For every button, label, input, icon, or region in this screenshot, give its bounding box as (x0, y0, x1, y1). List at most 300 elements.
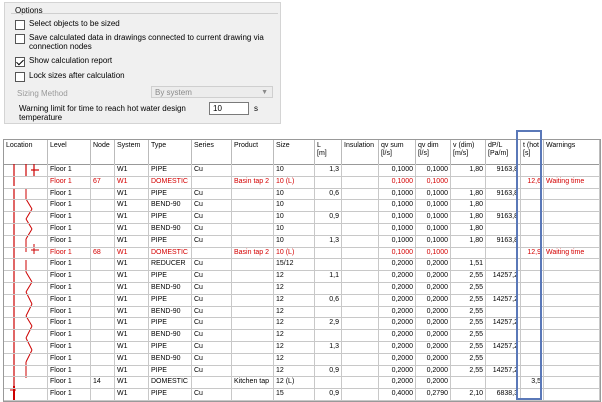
cell-node (91, 306, 115, 318)
cell-t-hot: 12,6 (521, 176, 544, 188)
cell-dp-per-l: 9163,8 (486, 164, 521, 176)
cell-qv-dim: 0,2000 (416, 365, 451, 377)
cell-size: 10 (274, 164, 315, 176)
cell-length: 2,9 (315, 317, 342, 329)
cell-velocity: 1,51 (451, 258, 486, 270)
cell-dp-per-l: 14257,2 (486, 270, 521, 282)
cell-series: Cu (192, 365, 232, 377)
cell-warnings (544, 317, 600, 329)
cell-type: PIPE (149, 365, 192, 377)
cell-level: Floor 1 (48, 199, 91, 211)
cell-product (232, 365, 274, 377)
cell-level: Floor 1 (48, 376, 91, 388)
cell-level: Floor 1 (48, 223, 91, 235)
cell-series: Cu (192, 199, 232, 211)
cell-level: Floor 1 (48, 294, 91, 306)
cell-qv-sum: 0,1000 (379, 223, 416, 235)
cell-length (315, 176, 342, 188)
select-objects-label: Select objects to be sized (29, 19, 120, 28)
column-header-location[interactable]: Location (4, 140, 48, 164)
cell-velocity: 1,80 (451, 188, 486, 200)
cell-level: Floor 1 (48, 353, 91, 365)
cell-qv-sum: 0,1000 (379, 164, 416, 176)
cell-dp-per-l: 14257,2 (486, 365, 521, 377)
option-show-report[interactable] (15, 56, 112, 67)
cell-dp-per-l (486, 306, 521, 318)
cell-series (192, 176, 232, 188)
cell-qv-sum: 0,2000 (379, 341, 416, 353)
warning-limit-unit: s (254, 104, 258, 113)
column-header-warnings[interactable]: Warnings (544, 140, 600, 164)
cell-t-hot (521, 164, 544, 176)
cell-length: 1,1 (315, 270, 342, 282)
cell-node (91, 270, 115, 282)
select-objects-checkbox[interactable] (15, 20, 25, 30)
cell-node (91, 188, 115, 200)
cell-series: Cu (192, 258, 232, 270)
column-header-series[interactable]: Series (192, 140, 232, 164)
cell-length (315, 223, 342, 235)
cell-velocity: 2,55 (451, 365, 486, 377)
cell-velocity: 2,55 (451, 306, 486, 318)
cell-qv-sum: 0,2000 (379, 282, 416, 294)
column-header-qv-dim[interactable]: qv dim [l/s] (416, 140, 451, 164)
cell-warnings (544, 188, 600, 200)
cell-type: PIPE (149, 235, 192, 247)
cell-level: Floor 1 (48, 365, 91, 377)
cell-system: W1 (115, 341, 149, 353)
cell-insulation (342, 270, 379, 282)
cell-insulation (342, 294, 379, 306)
cell-insulation (342, 247, 379, 259)
cell-node (91, 353, 115, 365)
cell-type: BEND-90 (149, 329, 192, 341)
column-header-type[interactable]: Type (149, 140, 192, 164)
cell-product (232, 306, 274, 318)
column-header-t-hot[interactable]: t (hot [s] (521, 140, 544, 164)
cell-type: REDUCER (149, 258, 192, 270)
column-header-qv-sum[interactable]: qv sum [l/s] (379, 140, 416, 164)
cell-velocity: 1,80 (451, 223, 486, 235)
cell-dp-per-l (486, 258, 521, 270)
cell-qv-sum: 0,2000 (379, 294, 416, 306)
save-calculated-label: Save calculated data in drawings connected to current drawing via connection nodes (29, 33, 264, 51)
cell-level: Floor 1 (48, 282, 91, 294)
cell-t-hot (521, 306, 544, 318)
cell-t-hot (521, 235, 544, 247)
cell-location (4, 341, 48, 353)
cell-size: 12 (274, 317, 315, 329)
cell-system: W1 (115, 223, 149, 235)
option-save-calculated[interactable] (15, 33, 270, 51)
cell-size: 15/12 (274, 258, 315, 270)
cell-node (91, 258, 115, 270)
show-report-checkbox[interactable] (15, 57, 25, 67)
cell-system: W1 (115, 294, 149, 306)
cell-series: Cu (192, 329, 232, 341)
cell-node (91, 341, 115, 353)
cell-product (232, 294, 274, 306)
cell-location (4, 164, 48, 176)
cell-size: 12 (274, 329, 315, 341)
column-header-length[interactable]: L [m] (315, 140, 342, 164)
cell-qv-dim: 0,1000 (416, 247, 451, 259)
cell-t-hot (521, 294, 544, 306)
cell-qv-dim: 0,1000 (416, 164, 451, 176)
table-header (4, 140, 600, 165)
cell-size: 12 (274, 270, 315, 282)
cell-product (232, 164, 274, 176)
cell-node (91, 211, 115, 223)
cell-node (91, 235, 115, 247)
cell-product (232, 188, 274, 200)
cell-warnings (544, 199, 600, 211)
cell-length: 1,3 (315, 341, 342, 353)
cell-insulation (342, 341, 379, 353)
cell-qv-dim: 0,1000 (416, 223, 451, 235)
column-header-node[interactable]: Node (91, 140, 115, 164)
cell-node: 14 (91, 376, 115, 388)
cell-type: PIPE (149, 164, 192, 176)
cell-t-hot (521, 270, 544, 282)
cell-insulation (342, 235, 379, 247)
cell-type: PIPE (149, 188, 192, 200)
column-header-size[interactable]: Size (274, 140, 315, 164)
cell-series: Cu (192, 282, 232, 294)
cell-warnings (544, 164, 600, 176)
cell-location (4, 258, 48, 270)
cell-velocity: 1,80 (451, 211, 486, 223)
cell-dp-per-l (486, 376, 521, 388)
cell-qv-dim: 0,1000 (416, 188, 451, 200)
cell-qv-sum: 0,1000 (379, 235, 416, 247)
cell-velocity: 1,80 (451, 199, 486, 211)
cell-system: W1 (115, 164, 149, 176)
cell-warnings (544, 294, 600, 306)
cell-insulation (342, 365, 379, 377)
cell-warnings (544, 235, 600, 247)
cell-velocity (451, 247, 486, 259)
cell-product: Basin tap 2 (232, 247, 274, 259)
cell-length (315, 282, 342, 294)
cell-size: 12 (L) (274, 376, 315, 388)
cell-length (315, 329, 342, 341)
cell-length: 1,3 (315, 164, 342, 176)
cell-qv-sum: 0,1000 (379, 247, 416, 259)
cell-level: Floor 1 (48, 176, 91, 188)
cell-level: Floor 1 (48, 211, 91, 223)
cell-warnings: Waiting time (544, 176, 600, 188)
cell-size: 12 (274, 341, 315, 353)
column-header-velocity[interactable]: v (dim) [m/s] (451, 140, 486, 164)
cell-dp-per-l: 9163,8 (486, 211, 521, 223)
cell-warnings (544, 258, 600, 270)
lock-sizes-checkbox[interactable] (15, 72, 25, 82)
column-header-dp-per-l[interactable]: dP/L [Pa/m] (486, 140, 521, 164)
cell-node (91, 365, 115, 377)
cell-qv-dim: 0,2000 (416, 353, 451, 365)
cell-velocity: 2,55 (451, 329, 486, 341)
options-title: Options (15, 6, 43, 15)
cell-qv-dim: 0,2000 (416, 294, 451, 306)
cell-size: 10 (L) (274, 247, 315, 259)
cell-level: Floor 1 (48, 388, 91, 400)
cell-size: 10 (274, 223, 315, 235)
cell-length: 1,3 (315, 235, 342, 247)
cell-qv-sum: 0,2000 (379, 365, 416, 377)
cell-warnings (544, 282, 600, 294)
cell-product (232, 223, 274, 235)
cell-warnings (544, 341, 600, 353)
cell-qv-dim: 0,2790 (416, 388, 451, 400)
cell-t-hot: 3,5 (521, 376, 544, 388)
cell-series: Cu (192, 317, 232, 329)
cell-location (4, 176, 48, 188)
cell-qv-sum: 0,4000 (379, 388, 416, 400)
cell-t-hot (521, 223, 544, 235)
cell-location (4, 188, 48, 200)
sizing-method-select[interactable] (151, 86, 273, 98)
cell-system: W1 (115, 306, 149, 318)
cell-product (232, 235, 274, 247)
cell-system: W1 (115, 317, 149, 329)
options-panel (4, 2, 281, 124)
cell-velocity: 1,80 (451, 164, 486, 176)
cell-product: Basin tap 2 (232, 176, 274, 188)
cell-warnings (544, 211, 600, 223)
cell-location (4, 270, 48, 282)
options-group-border (11, 13, 278, 14)
cell-length: 0,9 (315, 365, 342, 377)
cell-node (91, 164, 115, 176)
cell-t-hot (521, 341, 544, 353)
cell-product (232, 341, 274, 353)
cell-length: 0,6 (315, 188, 342, 200)
cell-type: PIPE (149, 341, 192, 353)
cell-dp-per-l (486, 247, 521, 259)
cell-velocity: 2,55 (451, 341, 486, 353)
cell-insulation (342, 176, 379, 188)
cell-dp-per-l (486, 282, 521, 294)
option-lock-sizes[interactable] (15, 71, 125, 82)
cell-warnings (544, 270, 600, 282)
cell-size: 12 (274, 282, 315, 294)
cell-series (192, 247, 232, 259)
cell-system: W1 (115, 247, 149, 259)
cell-qv-dim: 0,2000 (416, 270, 451, 282)
cell-insulation (342, 223, 379, 235)
cell-system: W1 (115, 353, 149, 365)
column-header-level[interactable]: Level (48, 140, 91, 164)
cell-system: W1 (115, 199, 149, 211)
cell-location (4, 223, 48, 235)
option-select-objects[interactable] (15, 19, 120, 30)
cell-dp-per-l: 14257,2 (486, 341, 521, 353)
save-calculated-checkbox[interactable] (15, 34, 25, 44)
cell-size: 10 (274, 235, 315, 247)
cell-insulation (342, 282, 379, 294)
cell-size: 10 (274, 199, 315, 211)
cell-series: Cu (192, 353, 232, 365)
cell-qv-sum: 0,2000 (379, 329, 416, 341)
cell-dp-per-l (486, 329, 521, 341)
cell-t-hot (521, 329, 544, 341)
cell-system: W1 (115, 270, 149, 282)
cell-type: BEND-90 (149, 306, 192, 318)
cell-qv-sum: 0,1000 (379, 176, 416, 188)
cell-dp-per-l: 14257,2 (486, 317, 521, 329)
cell-insulation (342, 376, 379, 388)
column-header-product[interactable]: Product (232, 140, 274, 164)
cell-qv-dim: 0,2000 (416, 376, 451, 388)
cell-qv-dim: 0,1000 (416, 199, 451, 211)
cell-level: Floor 1 (48, 235, 91, 247)
cell-size: 12 (274, 353, 315, 365)
cell-velocity: 2,55 (451, 282, 486, 294)
cell-location (4, 353, 48, 365)
cell-insulation (342, 211, 379, 223)
cell-qv-sum: 0,1000 (379, 188, 416, 200)
cell-qv-dim: 0,2000 (416, 329, 451, 341)
cell-insulation (342, 164, 379, 176)
cell-location (4, 306, 48, 318)
cell-location (4, 388, 48, 400)
cell-system: W1 (115, 211, 149, 223)
cell-system: W1 (115, 388, 149, 400)
cell-insulation (342, 388, 379, 400)
cell-t-hot (521, 388, 544, 400)
cell-velocity: 2,55 (451, 317, 486, 329)
cell-system: W1 (115, 282, 149, 294)
cell-velocity: 2,55 (451, 353, 486, 365)
cell-product (232, 329, 274, 341)
cell-type: DOMESTIC (149, 247, 192, 259)
cell-system: W1 (115, 329, 149, 341)
lock-sizes-label: Lock sizes after calculation (29, 71, 125, 80)
cell-location (4, 365, 48, 377)
cell-qv-dim: 0,2000 (416, 282, 451, 294)
cell-length (315, 199, 342, 211)
cell-dp-per-l (486, 199, 521, 211)
cell-system: W1 (115, 258, 149, 270)
column-header-insulation[interactable]: Insulation (342, 140, 379, 164)
cell-qv-sum: 0,2000 (379, 258, 416, 270)
cell-system: W1 (115, 376, 149, 388)
sizing-method-value: By system (155, 88, 192, 97)
cell-qv-dim: 0,1000 (416, 176, 451, 188)
cell-qv-sum: 0,2000 (379, 270, 416, 282)
cell-qv-sum: 0,2000 (379, 306, 416, 318)
cell-series: Cu (192, 235, 232, 247)
cell-warnings (544, 388, 600, 400)
cell-product (232, 353, 274, 365)
cell-node (91, 294, 115, 306)
cell-level: Floor 1 (48, 341, 91, 353)
cell-product (232, 282, 274, 294)
cell-level: Floor 1 (48, 188, 91, 200)
cell-length: 0,6 (315, 294, 342, 306)
cell-level: Floor 1 (48, 164, 91, 176)
cell-dp-per-l (486, 223, 521, 235)
cell-dp-per-l: 9163,8 (486, 235, 521, 247)
cell-t-hot (521, 188, 544, 200)
table-row[interactable] (4, 388, 600, 401)
cell-qv-dim: 0,2000 (416, 258, 451, 270)
cell-qv-dim: 0,2000 (416, 317, 451, 329)
cell-level: Floor 1 (48, 317, 91, 329)
cell-size: 15 (274, 388, 315, 400)
cell-level: Floor 1 (48, 306, 91, 318)
cell-qv-sum: 0,2000 (379, 317, 416, 329)
cell-type: BEND-90 (149, 223, 192, 235)
column-header-system[interactable]: System (115, 140, 149, 164)
sizing-method-label: Sizing Method (17, 89, 68, 98)
cell-warnings (544, 329, 600, 341)
cell-warnings (544, 376, 600, 388)
cell-size: 12 (274, 306, 315, 318)
cell-node (91, 388, 115, 400)
cell-t-hot: 12,9 (521, 247, 544, 259)
cell-qv-sum: 0,1000 (379, 199, 416, 211)
cell-qv-dim: 0,2000 (416, 306, 451, 318)
warning-limit-label: Warning limit for time to reach hot water design temperature (19, 104, 186, 122)
cell-node (91, 223, 115, 235)
calculation-report-table (3, 139, 601, 402)
cell-length (315, 258, 342, 270)
cell-series: Cu (192, 211, 232, 223)
cell-series: Cu (192, 164, 232, 176)
cell-velocity (451, 176, 486, 188)
cell-length: 0,9 (315, 388, 342, 400)
cell-type: DOMESTIC (149, 376, 192, 388)
cell-size: 10 (274, 211, 315, 223)
cell-node: 67 (91, 176, 115, 188)
cell-type: PIPE (149, 294, 192, 306)
cell-location (4, 282, 48, 294)
cell-node (91, 199, 115, 211)
show-report-label: Show calculation report (29, 56, 113, 65)
cell-type: PIPE (149, 270, 192, 282)
cell-system: W1 (115, 188, 149, 200)
cell-length (315, 376, 342, 388)
cell-level: Floor 1 (48, 258, 91, 270)
cell-velocity: 2,55 (451, 294, 486, 306)
warning-limit-input[interactable]: 10 (209, 102, 249, 115)
cell-dp-per-l: 9163,8 (486, 188, 521, 200)
cell-t-hot (521, 199, 544, 211)
cell-location (4, 211, 48, 223)
cell-location (4, 376, 48, 388)
cell-size: 10 (274, 188, 315, 200)
cell-location (4, 329, 48, 341)
cell-location (4, 294, 48, 306)
cell-length: 0,9 (315, 211, 342, 223)
cell-location (4, 235, 48, 247)
cell-size: 12 (274, 294, 315, 306)
cell-warnings (544, 365, 600, 377)
cell-series: Cu (192, 188, 232, 200)
cell-system: W1 (115, 176, 149, 188)
cell-type: BEND-90 (149, 353, 192, 365)
cell-t-hot (521, 282, 544, 294)
cell-t-hot (521, 211, 544, 223)
cell-length (315, 247, 342, 259)
cell-node (91, 317, 115, 329)
cell-type: PIPE (149, 388, 192, 400)
cell-insulation (342, 317, 379, 329)
cell-series: Cu (192, 388, 232, 400)
cell-warnings (544, 353, 600, 365)
